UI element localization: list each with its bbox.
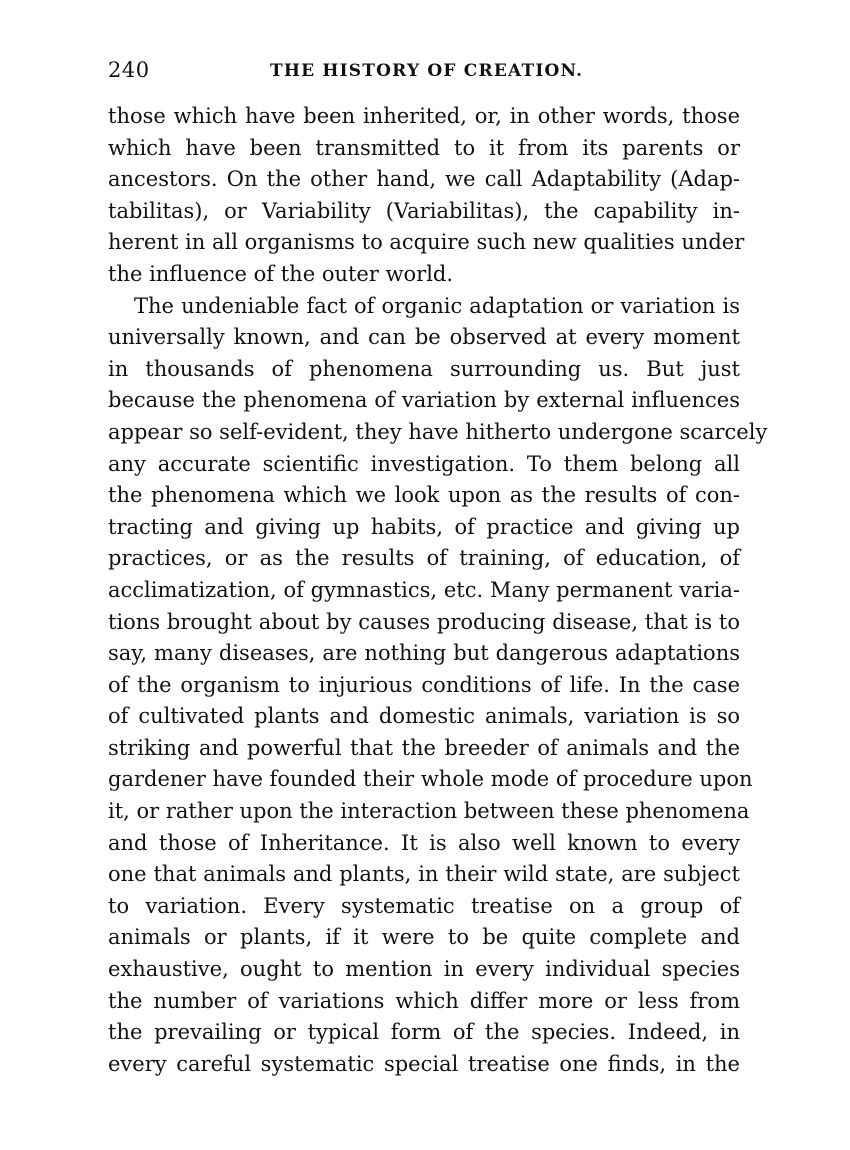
body-text bbox=[108, 101, 768, 1080]
text-line: and those of Inheritance. It is also well known to every bbox=[108, 830, 740, 855]
text-line: the phenomena which we look upon as the results of con- bbox=[108, 483, 740, 508]
text-line: in thousands of phenomena surrounding us. But just bbox=[108, 356, 740, 381]
text-line: it, or rather upon the interaction between these phenomena bbox=[108, 799, 750, 824]
text-line: tracting and giving up habits, of practice and giving up bbox=[108, 514, 740, 539]
text-line: animals or plants, if it were to be quite complete and bbox=[108, 925, 740, 950]
text-line: which have been transmitted to it from its parents or bbox=[108, 135, 740, 160]
text-line: appear so self-evident, they have hitherto undergone scarcely bbox=[108, 419, 768, 444]
text-line: one that animals and plants, in their wild state, are subject bbox=[108, 862, 740, 887]
text-line: striking and powerful that the breeder of animals and the bbox=[108, 735, 740, 760]
text-line: any accurate scientific investigation. To them belong all bbox=[108, 451, 740, 476]
text-line: universally known, and can be observed at every moment bbox=[108, 325, 740, 350]
text-line: of cultivated plants and domestic animals, variation is so bbox=[108, 704, 740, 729]
text-line: practices, or as the results of training, of education, of bbox=[108, 546, 740, 571]
text-line: tions brought about by causes producing disease, that is to bbox=[108, 609, 740, 634]
page-header bbox=[108, 58, 740, 88]
text-line: those which have been inherited, or, in other words, those bbox=[108, 104, 740, 128]
text-line: exhaustive, ought to mention in every individual species bbox=[108, 957, 740, 982]
text-line: of the organism to injurious conditions of life. In the case bbox=[108, 672, 740, 697]
text-line: tabilitas), or Variability (Variabilitas), the capability in- bbox=[108, 198, 740, 223]
text-line: acclimatization, of gymnastics, etc. Many permanent varia- bbox=[108, 577, 740, 602]
text-line: because the phenomena of variation by external influences bbox=[108, 388, 740, 413]
page-number: 240 bbox=[108, 58, 150, 82]
text-line: The undeniable fact of organic adaptation or variation is bbox=[134, 293, 740, 318]
text-line: say, many diseases, are nothing but dangerous adaptations bbox=[108, 641, 740, 666]
text-line: gardener have founded their whole mode of procedure upon bbox=[108, 767, 753, 792]
running-head: THE HISTORY OF CREATION. bbox=[270, 61, 584, 81]
paragraph-2 bbox=[108, 291, 768, 1081]
text-line: the influence of the outer world. bbox=[108, 261, 454, 286]
text-line: the number of variations which differ more or less from bbox=[108, 988, 740, 1013]
paragraph-1 bbox=[108, 101, 745, 291]
text-line: herent in all organisms to acquire such new qualities under bbox=[108, 230, 745, 255]
text-line: to variation. Every systematic treatise on a group of bbox=[108, 893, 740, 918]
text-line: every careful systematic special treatise one finds, in the bbox=[108, 1051, 740, 1076]
text-line: the prevailing or typical form of the species. Indeed, in bbox=[108, 1020, 740, 1045]
text-line: ancestors. On the other hand, we call Adaptability (Adap- bbox=[108, 167, 740, 192]
